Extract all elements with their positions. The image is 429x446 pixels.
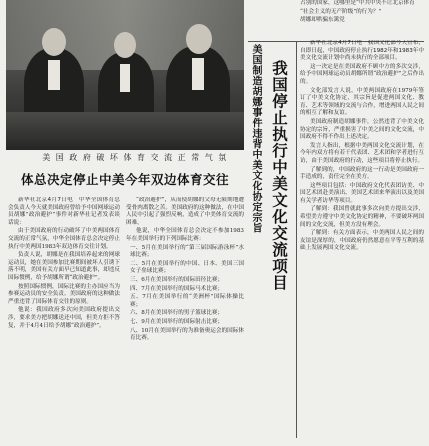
snippet-line: “社会主义的无产阶级”的行为？” [300,8,382,15]
article1-middle-column [126,197,244,443]
event-list-item: 五、7月在美国举行的“美洲杯”国际体操比赛； [130,294,244,308]
photo-table [6,112,244,150]
article2-paragraph: 文化部发言人说，中美两国政府在1979年签订了中美文化协定，其宗旨是促进两国文化、教育、艺术等领域的交流与合作，增进两国人民之间的相互了解和友谊。 [300,87,424,117]
column-divider [296,42,297,438]
event-list-item: 七、9月在美国举行的国际射击比赛； [130,318,224,325]
article2-paragraph: 这一决定是在美国政府不顾中方的多次交涉，给予中国网球运动员胡娜所谓“政治避护”之后作出的。 [300,63,424,85]
event-list-item: 三、6月在美国举行的国际田径比赛； [130,276,224,283]
event-list-item: 八、10月在美国举行的为准备奥运会的国际体育比赛。 [130,327,244,342]
article1-left-column [8,197,120,443]
news-photo [6,0,244,150]
article2-subtitle: 美国制造胡娜事件违背中美文化协定宗旨 [250,44,261,233]
article2-paragraph: 这些项目包括：中国政府文化代表团访美、中国艺术团赴美演出、美国艺术团来华演出以及美国有关学者访华等项目。 [300,182,424,204]
photo-head-1 [42,28,66,56]
article2-paragraph: 新华社北京4月7日电 我国文化部今天宣布，自即日起，中国政府停止执行1982年和1983年中美文化交流计划中尚未执行的全部项目。 [300,40,424,62]
article2-paragraph: 了解到：有关方面表示，中美两国人民之间的友谊是深厚的，中国政府仍然愿意在平等互利的基础上发展两国文化交流。 [300,230,424,252]
article2-body [300,40,424,440]
article2-headline: 我国停止执行中美文化交流项目 [270,60,288,291]
photo-shirt-1 [48,60,60,90]
event-list-item: 二、5月在美国举行的中国、日本、美国三国女子垒球比赛； [130,260,244,275]
event-list-item: 一、5月在美国举行的“第三届国际游泳杯”水球比赛； [130,244,244,259]
photo-caption: 美 国 政 府 破 坏 体 育 交 流 正 常 气 氛 [42,153,228,162]
article1-paragraph: 他说，中华全国体育总会决定不参加1983年在美国举行的下列国际比赛： [126,228,244,242]
snippet-line: 胡娜却哄骗东篱党 [300,17,345,24]
article1-paragraph: “政治避护”，从而使胡娜的父母无限期地遭受骨肉离散之苦。美国政府的这种做法，在中国人民中引起了强烈反响，造成了中美体育交流的困难。 [126,197,244,226]
event-list-item: 六、8月在美国举行的男子篮球比赛； [130,310,224,317]
article2-paragraph: 了解到：我国曾就此事多次向美方提出交涉，希望美方遵守中美文化协定的精神，不要破坏两国间的文化交流，但美方没有理会。 [300,206,424,228]
article1-paragraph: 新华社北京4月7日电 中华全国体育总会负责人今天就美国政府曾给予中国网球运动员胡娜“政治避护”事件对新华社记者发表谈话说： [8,197,120,226]
article2-paragraph: 美国政府制造胡娜事件，公然违背了中美文化协定的宗旨，严重损害了中美之间的文化交流，中国政府不得不作出上述决定。 [300,118,424,141]
article1-paragraph: 按照国际惯例，国际比赛的主办国应当为参赛运动员的安全负责。美国政府的这种做法严重违背了国际体育交往的原则。 [8,283,120,305]
article2-paragraph: 了解到的，中国政府的这一行动是美国政府一手造成的，责任完全在美方。 [300,166,424,181]
photo-head-3 [186,24,212,54]
snippet-line: 占别的国家，这哪里是“中共中央不让北京体育 [300,0,415,6]
article1-headline: 体总决定停止中美今年双边体育交往 [20,172,229,187]
photo-head-2 [114,32,136,58]
event-list-item: 四、7月在美国举行的国际马术比赛； [130,285,224,292]
photo-shirt-3 [192,58,204,90]
photo-shirt-2 [120,64,130,92]
article1-paragraph: 负责人说，胡娜是在我国培养起来的网球运动员，她在美国参加比赛期间被坏人引诱下落不明，美国有关方面早已知道此事，却违反国际惯例，给予胡娜所谓“政治避护”。 [8,252,120,281]
article2-top-snippet [300,0,424,40]
article2-paragraph: 发言人指出，根据中美两国文化交流计划，在今年内双方将有若干代表团、艺术团和学者进行互访，由于美国政府的行动，这些项目将停止执行。 [300,142,424,164]
article1-paragraph: 由于美国政府的行动破坏了中美两国体育交流的正常气氛，中华全国体育总会决定停止执行中美两国1983年双边体育交往计划。 [8,228,120,250]
article1-paragraph: 他说：我国政府多次向美国政府提出交涉，要求美方把胡娜送还中国，但美方拒不答复，并于4月4日给予胡娜“政治避护”。 [8,307,120,329]
